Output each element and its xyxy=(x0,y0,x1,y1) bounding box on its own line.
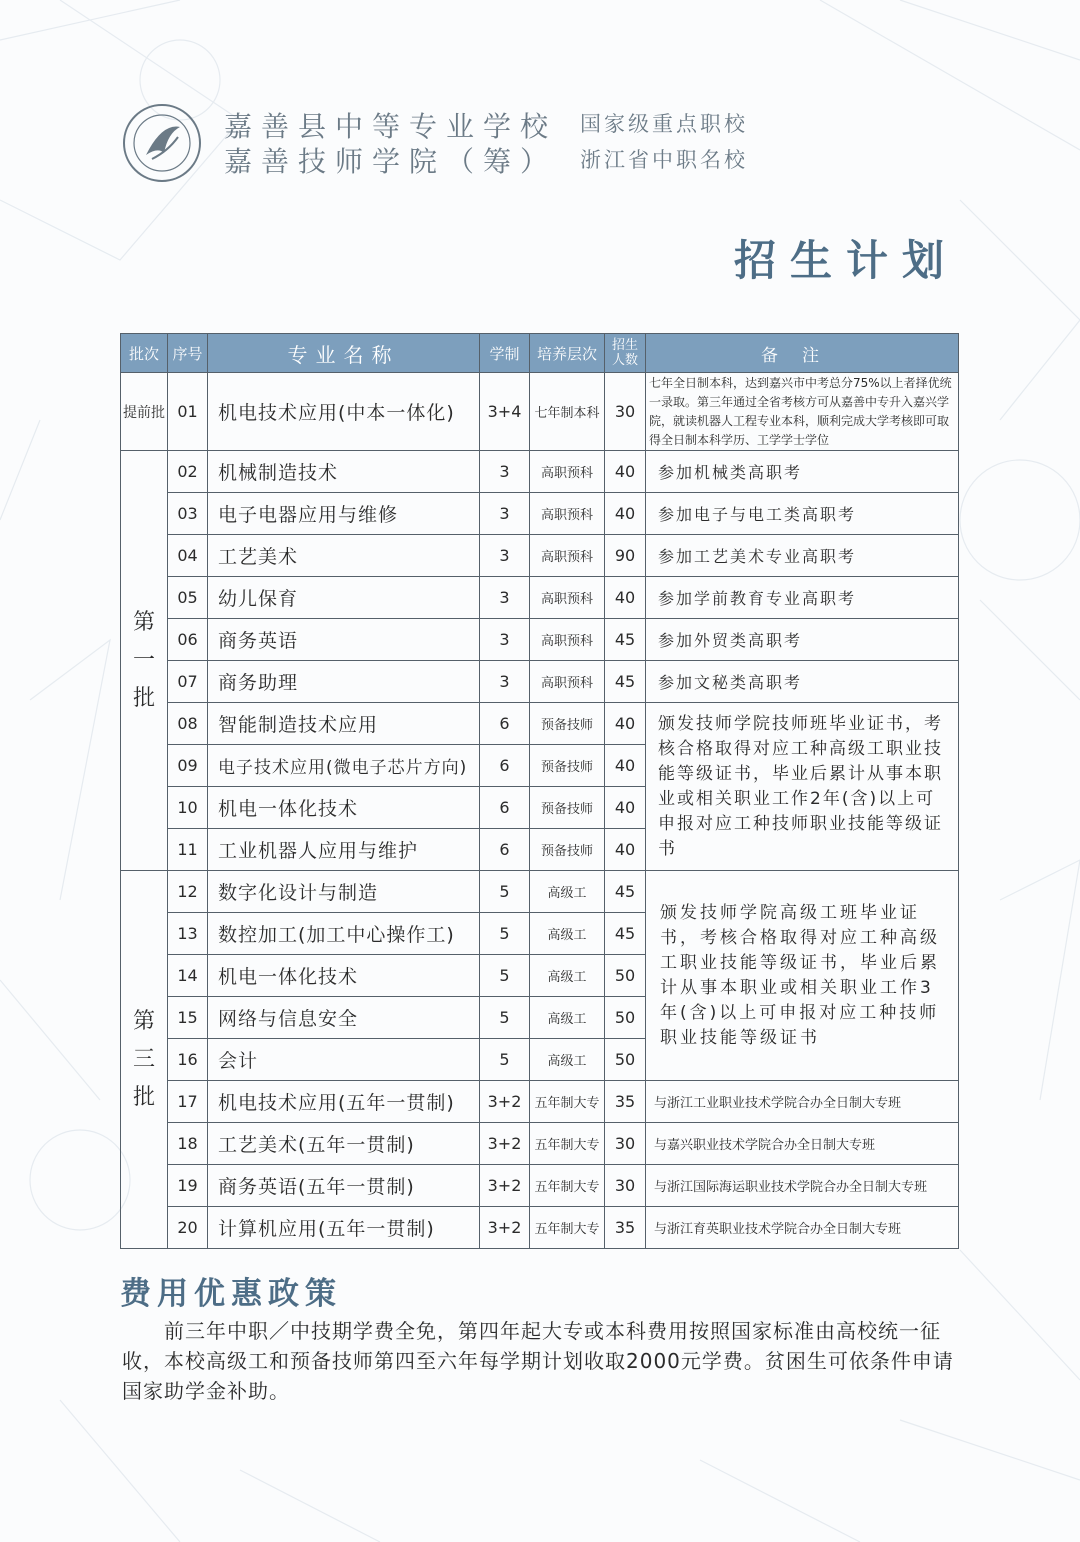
note-technician: 颁发技师学院技师班毕业证书，考核合格取得对应工种高级工职业技能等级证书，毕业后累计从事本职业或相关职业工作2年(含)以上可申报对应工种技师职业技能等级证书 xyxy=(646,703,959,871)
row-level: 高职预科 xyxy=(530,619,605,661)
school-tag-province: 浙江省中职名校 xyxy=(580,148,748,172)
row-major: 工艺美术(五年一贯制) xyxy=(208,1123,480,1165)
header-batch: 批次 xyxy=(121,334,168,373)
row-note: 与浙江育英职业技术学院合办全日制大专班 xyxy=(646,1207,959,1249)
enrollment-table xyxy=(120,333,959,1249)
row-note: 与浙江工业职业技术学院合办全日制大专班 xyxy=(646,1081,959,1123)
header-duration: 学制 xyxy=(480,334,530,373)
row-count: 40 xyxy=(605,577,646,619)
batch-first: 第 一 批 xyxy=(121,451,168,871)
row-level: 五年制大专 xyxy=(530,1165,605,1207)
row-index: 03 xyxy=(168,493,208,535)
row-note: 参加机械类高职考 xyxy=(646,451,959,493)
row-duration: 3+4 xyxy=(480,373,530,451)
row-level: 高职预科 xyxy=(530,493,605,535)
row-index: 16 xyxy=(168,1039,208,1081)
row-count: 40 xyxy=(605,787,646,829)
row-level: 高级工 xyxy=(530,955,605,997)
row-index: 12 xyxy=(168,871,208,913)
row-index: 10 xyxy=(168,787,208,829)
row-duration: 3 xyxy=(480,451,530,493)
row-count: 45 xyxy=(605,619,646,661)
row-major: 计算机应用(五年一贯制) xyxy=(208,1207,480,1249)
row-index: 20 xyxy=(168,1207,208,1249)
row-index: 17 xyxy=(168,1081,208,1123)
batch-early: 提前批 xyxy=(121,373,168,451)
row-level: 预备技师 xyxy=(530,745,605,787)
row-major: 幼儿保育 xyxy=(208,577,480,619)
table-row xyxy=(121,535,959,577)
row-duration: 3+2 xyxy=(480,1081,530,1123)
row-duration: 5 xyxy=(480,997,530,1039)
row-count: 40 xyxy=(605,703,646,745)
header-level: 培养层次 xyxy=(530,334,605,373)
table-row xyxy=(121,373,959,451)
row-duration: 6 xyxy=(480,703,530,745)
row-count: 30 xyxy=(605,1123,646,1165)
row-count: 35 xyxy=(605,1081,646,1123)
row-count: 35 xyxy=(605,1207,646,1249)
row-level: 七年制本科 xyxy=(530,373,605,451)
row-duration: 5 xyxy=(480,871,530,913)
row-duration: 3+2 xyxy=(480,1165,530,1207)
header-count xyxy=(605,334,646,373)
row-note: 参加学前教育专业高职考 xyxy=(646,577,959,619)
row-major: 会计 xyxy=(208,1039,480,1081)
row-major: 机电技术应用(中本一体化) xyxy=(208,373,480,451)
row-level: 五年制大专 xyxy=(530,1123,605,1165)
row-count: 40 xyxy=(605,493,646,535)
row-level: 预备技师 xyxy=(530,787,605,829)
note-senior: 颁发技师学院高级工班毕业证书，考核合格取得对应工种高级工职业技能等级证书，毕业后累计从事本职业或相关职业工作3年(含)以上可申报对应工种技师职业技能等级证书 xyxy=(646,871,959,1081)
row-note: 参加电子与电工类高职考 xyxy=(646,493,959,535)
row-duration: 5 xyxy=(480,955,530,997)
header-index: 序号 xyxy=(168,334,208,373)
row-count: 45 xyxy=(605,661,646,703)
row-level: 五年制大专 xyxy=(530,1207,605,1249)
row-count: 40 xyxy=(605,829,646,871)
row-duration: 3 xyxy=(480,619,530,661)
row-level: 高职预科 xyxy=(530,577,605,619)
row-level: 高职预科 xyxy=(530,535,605,577)
row-duration: 5 xyxy=(480,913,530,955)
row-level: 高职预科 xyxy=(530,451,605,493)
table-row xyxy=(121,1165,959,1207)
policy-text: 前三年中职／中技期学费全免，第四年起大专或本科费用按照国家标准由高校统一征收，本校高级工和预备技师第四至六年每学期计划收取2000元学费。贫困生可依条件申请国家助学金补助。 xyxy=(122,1319,954,1403)
row-index: 13 xyxy=(168,913,208,955)
table-row xyxy=(121,451,959,493)
row-note: 参加工艺美术专业高职考 xyxy=(646,535,959,577)
row-count: 45 xyxy=(605,913,646,955)
row-note: 参加外贸类高职考 xyxy=(646,619,959,661)
row-index: 05 xyxy=(168,577,208,619)
row-duration: 3 xyxy=(480,577,530,619)
row-duration: 3 xyxy=(480,661,530,703)
row-duration: 5 xyxy=(480,1039,530,1081)
row-index: 09 xyxy=(168,745,208,787)
row-index: 01 xyxy=(168,373,208,451)
row-level: 高职预科 xyxy=(530,661,605,703)
table-row xyxy=(121,577,959,619)
row-major: 工艺美术 xyxy=(208,535,480,577)
header-count-line2: 人数 xyxy=(611,353,638,368)
batch-third: 第 三 批 xyxy=(121,871,168,1249)
row-major: 商务英语 xyxy=(208,619,480,661)
row-major: 机电一体化技术 xyxy=(208,955,480,997)
table-row xyxy=(121,871,959,913)
row-index: 15 xyxy=(168,997,208,1039)
row-level: 高级工 xyxy=(530,1039,605,1081)
table-row xyxy=(121,1081,959,1123)
school-name-line2: 嘉善技师学院（筹） xyxy=(224,145,558,178)
row-count: 45 xyxy=(605,871,646,913)
row-level: 高级工 xyxy=(530,913,605,955)
header-note: 备注 xyxy=(646,334,959,373)
row-count: 50 xyxy=(605,997,646,1039)
row-note: 与浙江国际海运职业技术学院合办全日制大专班 xyxy=(646,1165,959,1207)
school-tag-national: 国家级重点职校 xyxy=(580,112,748,136)
row-count: 40 xyxy=(605,451,646,493)
row-level: 高级工 xyxy=(530,997,605,1039)
row-count: 50 xyxy=(605,955,646,997)
row-count: 30 xyxy=(605,373,646,451)
row-duration: 3+2 xyxy=(480,1123,530,1165)
row-index: 18 xyxy=(168,1123,208,1165)
row-major: 数控加工(加工中心操作工) xyxy=(208,913,480,955)
row-level: 预备技师 xyxy=(530,829,605,871)
row-note: 参加文秘类高职考 xyxy=(646,661,959,703)
header-name: 专业名称 xyxy=(208,334,480,373)
row-index: 14 xyxy=(168,955,208,997)
row-level: 预备技师 xyxy=(530,703,605,745)
row-index: 11 xyxy=(168,829,208,871)
table-row xyxy=(121,493,959,535)
row-count: 40 xyxy=(605,745,646,787)
row-index: 07 xyxy=(168,661,208,703)
row-major: 电子技术应用(微电子芯片方向) xyxy=(208,745,480,787)
row-major: 网络与信息安全 xyxy=(208,997,480,1039)
header-count-line1: 招生 xyxy=(611,338,638,353)
row-index: 06 xyxy=(168,619,208,661)
table-header-row xyxy=(121,334,959,373)
row-note: 与嘉兴职业技术学院合办全日制大专班 xyxy=(646,1123,959,1165)
row-index: 19 xyxy=(168,1165,208,1207)
row-level: 五年制大专 xyxy=(530,1081,605,1123)
school-logo xyxy=(122,103,202,183)
row-duration: 3+2 xyxy=(480,1207,530,1249)
policy-title: 费用优惠政策 xyxy=(120,1276,342,1312)
table-row xyxy=(121,703,959,745)
row-major: 商务英语(五年一贯制) xyxy=(208,1165,480,1207)
row-duration: 6 xyxy=(480,787,530,829)
table-row xyxy=(121,1207,959,1249)
page-title: 招生计划 xyxy=(733,236,958,285)
row-index: 04 xyxy=(168,535,208,577)
table-row xyxy=(121,619,959,661)
table-row xyxy=(121,661,959,703)
row-count: 30 xyxy=(605,1165,646,1207)
row-major: 机电技术应用(五年一贯制) xyxy=(208,1081,480,1123)
row-major: 数字化设计与制造 xyxy=(208,871,480,913)
row-major: 机电一体化技术 xyxy=(208,787,480,829)
school-name-line1: 嘉善县中等专业学校 xyxy=(224,110,558,143)
row-duration: 3 xyxy=(480,493,530,535)
table-row xyxy=(121,1123,959,1165)
row-major: 智能制造技术应用 xyxy=(208,703,480,745)
row-index: 08 xyxy=(168,703,208,745)
row-major: 商务助理 xyxy=(208,661,480,703)
row-note: 七年全日制本科，达到嘉兴市中考总分75%以上者择优统一录取。第三年通过全省考核方可从嘉善中专升入嘉兴学院，就读机器人工程专业本科，顺利完成大学考核即可取得全日制本科学历、工学学士学位 xyxy=(646,373,959,451)
row-duration: 6 xyxy=(480,829,530,871)
row-count: 90 xyxy=(605,535,646,577)
row-duration: 6 xyxy=(480,745,530,787)
row-major: 工业机器人应用与维护 xyxy=(208,829,480,871)
row-level: 高级工 xyxy=(530,871,605,913)
row-duration: 3 xyxy=(480,535,530,577)
row-major: 机械制造技术 xyxy=(208,451,480,493)
row-count: 50 xyxy=(605,1039,646,1081)
row-index: 02 xyxy=(168,451,208,493)
row-major: 电子电器应用与维修 xyxy=(208,493,480,535)
